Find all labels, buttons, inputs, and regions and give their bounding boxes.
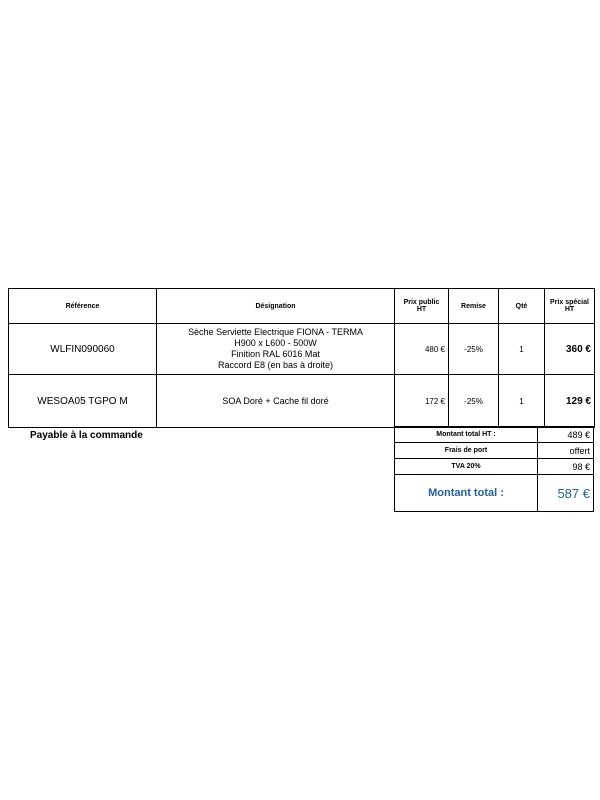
montant-total-value: 587 € xyxy=(538,475,594,512)
designation-line: Raccord E8 (en bas à droite) xyxy=(217,360,334,370)
cell-designation xyxy=(157,375,395,428)
header-prix-special: Prix spécial HT xyxy=(545,289,595,324)
cell-remise: -25% xyxy=(449,324,499,375)
table-row xyxy=(9,375,595,428)
frais-port-label: Frais de port xyxy=(395,443,538,459)
designation-line: Sèche Serviette Electrique FIONA - TERMA xyxy=(188,327,363,337)
cell-designation xyxy=(157,324,395,375)
designation-line: Finition RAL 6016 Mat xyxy=(231,349,320,359)
totals-row-port xyxy=(395,443,594,459)
table-row xyxy=(9,324,595,375)
cell-quantite: 1 xyxy=(499,375,545,428)
table-header-row xyxy=(9,289,595,324)
totals-table xyxy=(394,426,594,512)
totals-row-tva xyxy=(395,459,594,475)
frais-port-value: offert xyxy=(538,443,594,459)
cell-prix-special: 129 € xyxy=(545,375,595,428)
cell-remise: -25% xyxy=(449,375,499,428)
payment-note: Payable à la commande xyxy=(30,430,143,441)
cell-quantite: 1 xyxy=(499,324,545,375)
designation-line: H900 x L600 - 500W xyxy=(234,338,317,348)
header-prix-public: Prix public HT xyxy=(395,289,449,324)
cell-prix-public: 172 € xyxy=(395,375,449,428)
designation-line: SOA Doré + Cache fil doré xyxy=(222,395,329,406)
montant-ht-value: 489 € xyxy=(538,427,594,443)
cell-reference: WLFIN090060 xyxy=(9,324,157,375)
tva-label: TVA 20% xyxy=(395,459,538,475)
header-reference: Référence xyxy=(9,289,157,324)
totals-row-ht xyxy=(395,427,594,443)
tva-value: 98 € xyxy=(538,459,594,475)
header-designation: Désignation xyxy=(157,289,395,324)
montant-total-label: Montant total : xyxy=(395,475,538,512)
header-remise: Remise xyxy=(449,289,499,324)
totals-row-grand xyxy=(395,475,594,512)
quote-table xyxy=(8,288,595,428)
cell-reference: WESOA05 TGPO M xyxy=(9,375,157,428)
header-quantite: Qté xyxy=(499,289,545,324)
cell-prix-special: 360 € xyxy=(545,324,595,375)
cell-prix-public: 480 € xyxy=(395,324,449,375)
montant-ht-label: Montant total HT : xyxy=(395,427,538,443)
